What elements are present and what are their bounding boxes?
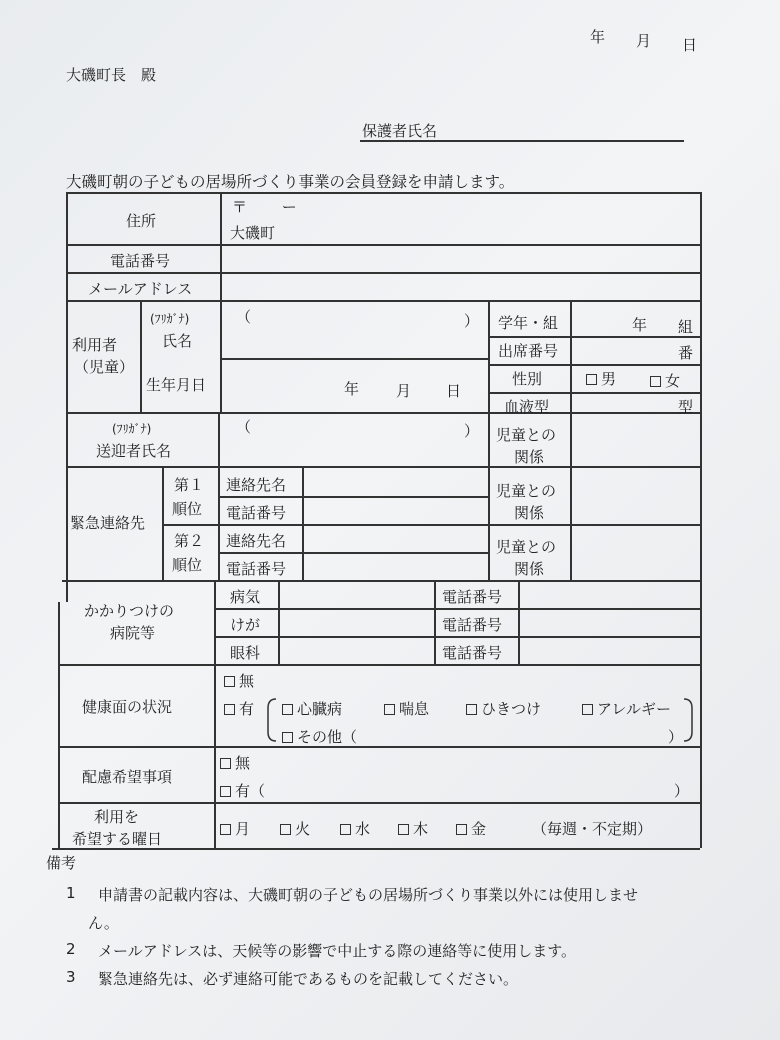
birth-year: 年 — [344, 380, 360, 398]
rank1-b: 順位 — [172, 500, 203, 518]
emergency-label: 緊急連絡先 — [70, 514, 146, 532]
child-label: （児童） — [74, 358, 135, 376]
rank2-b: 順位 — [172, 556, 203, 574]
hospital-phone-1: 電話番号 — [442, 588, 503, 606]
checkbox-icon — [650, 376, 661, 387]
birth-day: 日 — [446, 382, 462, 400]
note-3-text: 緊急連絡先は、必ず連絡可能であるものを記載してください。 — [98, 970, 519, 988]
birth-month: 月 — [396, 382, 412, 400]
pickup-name-input[interactable] — [222, 414, 486, 464]
blood-label: 血液型 — [504, 398, 550, 416]
consideration-none-option[interactable]: 無 — [220, 752, 250, 773]
health-yes-option[interactable]: 有 — [224, 698, 254, 719]
contact2-name-label: 連絡先名 — [226, 532, 287, 550]
contact1-name-label: 連絡先名 — [226, 476, 287, 494]
consideration-paren-close: ） — [674, 782, 690, 800]
hospital-label-2: 病院等 — [110, 624, 156, 642]
contact2-phone-label: 電話番号 — [226, 560, 287, 578]
note-2-num: 2 — [66, 940, 76, 958]
checkbox-icon — [582, 704, 593, 715]
checkbox-icon — [282, 732, 293, 743]
user-name-input[interactable] — [222, 302, 486, 356]
email-input[interactable] — [222, 274, 698, 298]
checkbox-icon — [398, 824, 409, 835]
address-input[interactable] — [222, 196, 698, 242]
email-label: メールアドレス — [88, 280, 193, 298]
date-year: 年 — [590, 28, 606, 46]
frequency-label: （毎週・不定期） — [532, 820, 653, 838]
date-day: 日 — [682, 36, 698, 54]
user-furigana: (ﾌﾘｶﾞﾅ) — [150, 312, 190, 326]
checkbox-icon — [280, 824, 291, 835]
pickup-paren-open: （ — [236, 418, 252, 436]
contact1-phone-label: 電話番号 — [226, 504, 287, 522]
address-label: 住所 — [126, 212, 157, 230]
injury-label: けが — [230, 616, 261, 634]
intro-text: 大磯町朝の子どもの居場所づくり事業の会員登録を申請します。 — [66, 173, 515, 191]
phone-input[interactable] — [222, 246, 698, 270]
user-label: 利用者 — [72, 336, 118, 354]
checkbox-icon — [220, 786, 231, 797]
checkbox-icon — [456, 824, 467, 835]
health-label: 健康面の状況 — [82, 698, 173, 716]
relation2-b: 関係 — [514, 560, 545, 578]
illness-label: 病気 — [230, 588, 261, 606]
consideration-yes-option[interactable]: 有（ — [220, 780, 265, 801]
pickup-furigana: (ﾌﾘｶﾞﾅ) — [112, 422, 152, 436]
seizure-option[interactable]: ひきつけ — [466, 698, 541, 719]
sex-label: 性別 — [512, 370, 543, 388]
allergy-option[interactable]: アレルギー — [582, 698, 671, 719]
rank2-a: 第２ — [174, 532, 205, 550]
guardian-signature-line — [360, 140, 684, 142]
note-1-num: 1 — [66, 884, 76, 902]
pickup-paren-close: ） — [464, 422, 480, 440]
days-label-1: 利用を — [94, 808, 140, 826]
grade-year: 年 — [632, 316, 648, 334]
blood-unit: 型 — [678, 398, 694, 416]
pickup-relation-1: 児童との — [496, 426, 557, 444]
pickup-relation-2: 関係 — [514, 448, 545, 466]
relation2-a: 児童との — [496, 538, 557, 556]
postal-mark: 〒 ー — [232, 198, 297, 216]
days-label-2: 希望する曜日 — [72, 830, 163, 848]
eye-label: 眼科 — [230, 644, 261, 662]
grade-label: 学年・組 — [498, 314, 559, 332]
checkbox-icon — [220, 758, 231, 769]
day-tue-option[interactable]: 火 — [280, 818, 310, 839]
pickup-label: 送迎者氏名 — [96, 442, 172, 460]
checkbox-icon — [340, 824, 351, 835]
checkbox-icon — [224, 676, 235, 687]
seat-unit: 番 — [678, 344, 694, 362]
day-thu-option[interactable]: 木 — [398, 818, 428, 839]
male-option[interactable]: 男 — [586, 368, 616, 389]
day-wed-option[interactable]: 水 — [340, 818, 370, 839]
checkbox-icon — [466, 704, 477, 715]
birthdate-label: 生年月日 — [146, 376, 207, 394]
hospital-phone-2: 電話番号 — [442, 616, 503, 634]
hospital-label-1: かかりつけの — [84, 602, 175, 620]
date-month: 月 — [636, 32, 652, 50]
hospital-phone-3: 電話番号 — [442, 644, 503, 662]
other-paren-close: ） — [668, 728, 684, 746]
checkbox-icon — [384, 704, 395, 715]
user-paren-open: （ — [236, 308, 252, 326]
grade-class: 組 — [678, 318, 694, 336]
note-2-text: メールアドレスは、天候等の影響で中止する際の連絡等に使用します。 — [98, 942, 577, 960]
relation1-b: 関係 — [514, 504, 545, 522]
relation1-a: 児童との — [496, 482, 557, 500]
note-3-num: 3 — [66, 968, 76, 986]
user-name-label: 氏名 — [162, 332, 193, 350]
heart-option[interactable]: 心臓病 — [282, 698, 342, 719]
checkbox-icon — [586, 374, 597, 385]
addressee: 大磯町長 殿 — [66, 66, 157, 84]
day-mon-option[interactable]: 月 — [220, 818, 250, 839]
asthma-option[interactable]: 喘息 — [384, 698, 429, 719]
note-1-text: 申請書の記載内容は、大磯町朝の子どもの居場所づくり事業以外には使用しませ — [98, 886, 639, 904]
guardian-label: 保護者氏名 — [362, 122, 438, 140]
other-option[interactable]: その他（ — [282, 726, 357, 747]
seat-label: 出席番号 — [498, 342, 559, 360]
checkbox-icon — [224, 704, 235, 715]
notes-title: 備考 — [46, 854, 77, 872]
day-fri-option[interactable]: 金 — [456, 818, 486, 839]
town-name: 大磯町 — [230, 224, 276, 242]
checkbox-icon — [282, 704, 293, 715]
checkbox-icon — [220, 824, 231, 835]
user-paren-close: ） — [464, 312, 480, 330]
phone-label: 電話番号 — [110, 252, 171, 270]
health-none-option[interactable]: 無 — [224, 670, 254, 691]
consideration-label: 配慮希望事項 — [82, 768, 173, 786]
female-option[interactable]: 女 — [650, 370, 680, 391]
rank1-a: 第１ — [174, 476, 205, 494]
note-1-cont: ん。 — [88, 914, 119, 932]
